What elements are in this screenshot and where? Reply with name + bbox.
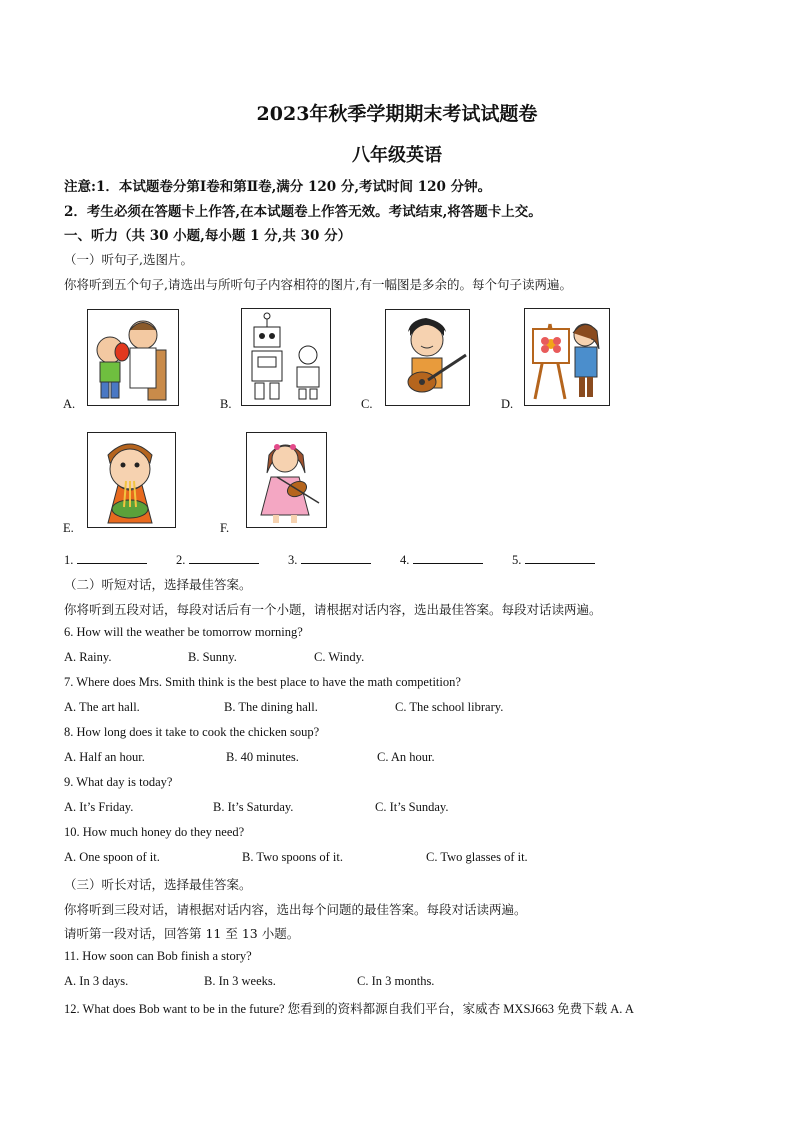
answer-blank-5[interactable]: 5. — [512, 551, 595, 568]
question-7: 7. Where does Mrs. Smith think is the best place to have the math competition? — [64, 675, 461, 689]
violin-girl-image — [246, 432, 327, 528]
picture-label-c: C. — [361, 397, 373, 411]
answer-blank-2[interactable]: 2. — [176, 551, 259, 568]
question-10-option-c: C. Two glasses of it. — [426, 850, 528, 864]
picture-label-f: F. — [220, 521, 230, 535]
eating-noodles-image — [87, 432, 176, 528]
question-8: 8. How long does it take to cook the chicken soup? — [64, 725, 320, 739]
picture-label-b: B. — [220, 397, 232, 411]
question-9-option-c: C. It’s Sunday. — [375, 800, 449, 814]
question-6-option-b: B. Sunny. — [188, 650, 237, 664]
picture-label-a: A. — [63, 397, 76, 411]
question-7-option-b: B. The dining hall. — [224, 700, 318, 714]
note-line-1: 注意:1．本试题卷分第Ⅰ卷和第Ⅱ卷,满分 120 分,考试时间 120 分钟。 — [64, 179, 492, 195]
question-8-option-b: B. 40 minutes. — [226, 750, 299, 764]
question-12: 12. What does Bob want to be in the future? 您看到的资料都源自我们平台，家威杏 MXSJ663 免费下载 A. A — [64, 1002, 634, 1016]
question-11-option-a: A. In 3 days. — [64, 974, 129, 988]
part1-instructions: 你将听到五个句子,请选出与所听句子内容相符的图片,有一幅图是多余的。每个句子读两遍。 — [64, 277, 572, 292]
question-6-option-c: C. Windy. — [314, 650, 365, 664]
part2-title: （二）听短对话，选择最佳答案。 — [64, 577, 252, 592]
part2-instructions: 你将听到五段对话，每段对话后有一个小题，请根据对话内容，选出最佳答案。每段对话读两遍。 — [64, 602, 602, 617]
part3-subinstructions: 请听第一段对话，回答第 11 至 13 小题。 — [64, 926, 300, 941]
exam-subtitle: 八年级英语 — [352, 145, 442, 166]
question-8-option-a: A. Half an hour. — [64, 750, 145, 764]
question-10-option-b: B. Two spoons of it. — [242, 850, 343, 864]
question-9: 9. What day is today? — [64, 775, 173, 789]
question-10: 10. How much honey do they need? — [64, 825, 245, 839]
question-9-option-b: B. It’s Saturday. — [213, 800, 294, 814]
answer-blank-3[interactable]: 3. — [288, 551, 371, 568]
note-line-2: 2．考生必须在答题卡上作答,在本试题卷上作答无效。考试结束,将答题卡上交。 — [64, 204, 542, 220]
answer-blank-4[interactable]: 4. — [400, 551, 483, 568]
part3-title: （三）听长对话，选择最佳答案。 — [64, 877, 252, 892]
painting-girl-image — [524, 308, 610, 406]
question-11-option-c: C. In 3 months. — [357, 974, 435, 988]
picture-label-e: E. — [63, 521, 74, 535]
question-9-option-a: A. It’s Friday. — [64, 800, 134, 814]
section-heading: 一、听力（共 30 小题,每小题 1 分,共 30 分） — [64, 228, 352, 244]
question-7-option-a: A. The art hall. — [64, 700, 140, 714]
question-11: 11. How soon can Bob finish a story? — [64, 949, 252, 963]
picture-label-d: D. — [501, 397, 514, 411]
question-11-option-b: B. In 3 weeks. — [204, 974, 276, 988]
question-7-option-c: C. The school library. — [395, 700, 504, 714]
question-6-option-a: A. Rainy. — [64, 650, 112, 664]
exam-title: 2023年秋季学期期末考试试题卷 — [256, 103, 538, 125]
question-8-option-c: C. An hour. — [377, 750, 435, 764]
doctor-checkup-image — [87, 309, 179, 406]
question-6: 6. How will the weather be tomorrow morning? — [64, 625, 303, 639]
robots-image — [241, 308, 331, 406]
part3-instructions: 你将听到三段对话，请根据对话内容，选出每个问题的最佳答案。每段对话读两遍。 — [64, 902, 527, 917]
guitar-boy-image — [385, 309, 470, 406]
answer-blank-1[interactable]: 1. — [64, 551, 147, 568]
part1-title: （一）听句子,选图片。 — [64, 252, 193, 267]
question-10-option-a: A. One spoon of it. — [64, 850, 160, 864]
